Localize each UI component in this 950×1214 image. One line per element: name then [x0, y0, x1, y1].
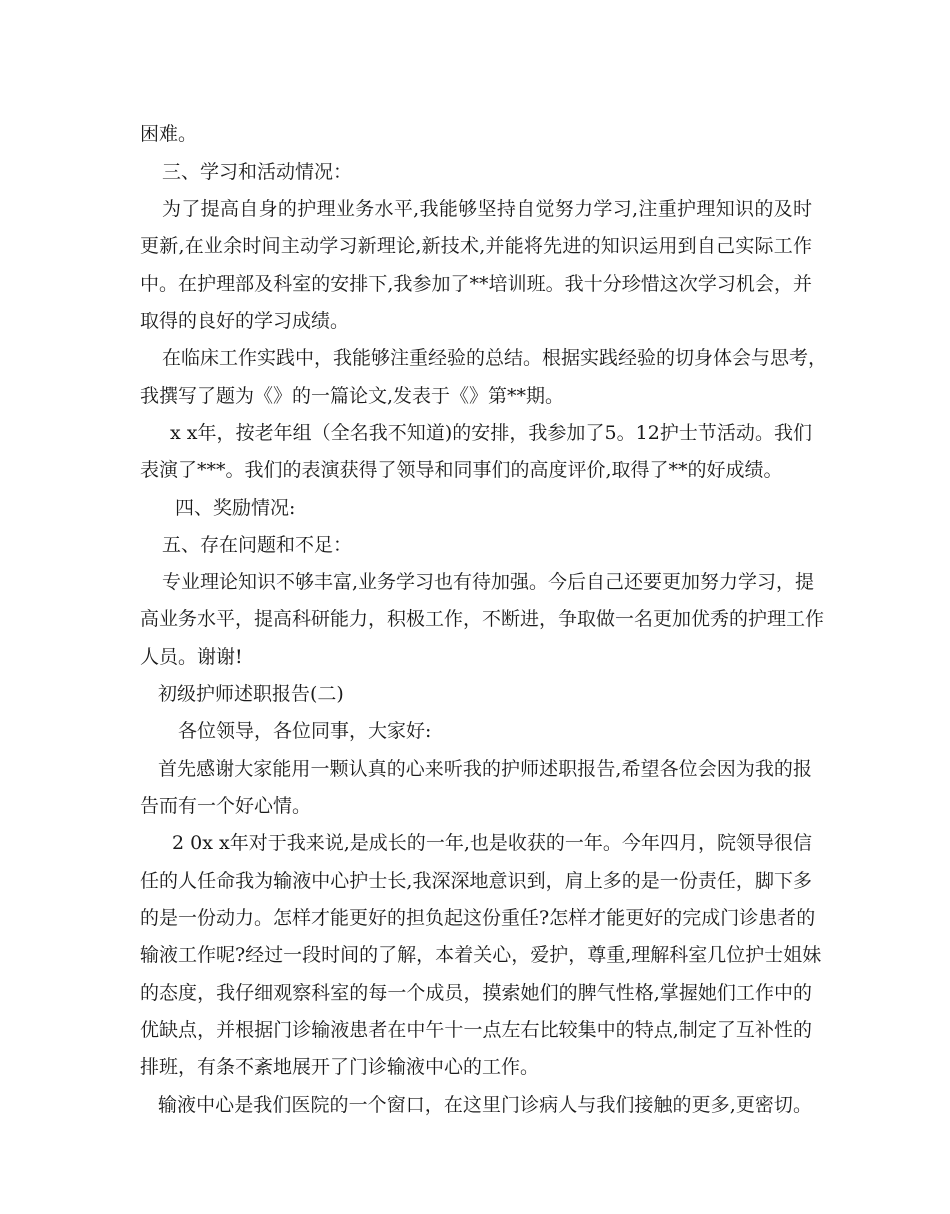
text-line: 的态度，我仔细观察科室的每一个成员，摸索她们的脾气性格,掌握她们工作中的: [140, 982, 812, 1004]
section-heading: 五、存在问题和不足：: [162, 534, 353, 556]
text-line: 为了提高自身的护理业务水平,我能够坚持自觉努力学习,注重护理知识的及时: [162, 198, 812, 220]
greeting: 各位领导，各位同事，大家好:: [178, 720, 432, 742]
text-line: 专业理论知识不够丰富,业务学习也有待加强。今后自己还要更加努力学习，提: [162, 571, 815, 593]
text-line: 更新,在业余时间主动学习新理论,新技术,并能将先进的知识运用到自己实际工作: [140, 235, 812, 257]
text-line: 困难。: [140, 123, 198, 145]
text-line: x x年，按老年组（全名我不知道)的安排，我参加了5。12护士节活动。我们: [170, 422, 812, 444]
text-line: 人员。谢谢!: [140, 646, 243, 668]
text-line: 首先感谢大家能用一颗认真的心来听我的护师述职报告,希望各位会因为我的报: [158, 758, 812, 780]
section-heading: 四、奖励情况:: [175, 497, 296, 519]
text-line: 高业务水平，提高科研能力，积极工作，不断进，争取做一名更加优秀的护理工作: [140, 608, 825, 630]
text-line: 2 0x x年对于我来说,是成长的一年,也是收获的一年。今年四月，院领导很信: [172, 832, 812, 854]
text-line: 任的人任命我为输液中心护士长,我深深地意识到，肩上多的是一份责任，脚下多: [140, 870, 812, 892]
section-heading: 三、学习和活动情况：: [162, 161, 353, 183]
text-line: 表演了***。我们的表演获得了领导和同事们的高度评价,取得了**的好成绩。: [140, 459, 783, 481]
text-line: 在临床工作实践中，我能够注重经验的总结。根据实践经验的切身体会与思考，: [162, 347, 828, 369]
text-line: 排班，有条不紊地展开了门诊输液中心的工作。: [140, 1056, 540, 1078]
text-line: 输液中心是我们医院的一个窗口，在这里门诊病人与我们接触的更多,更密切。: [158, 1094, 812, 1116]
text-line: 告而有一个好心情。: [140, 795, 312, 817]
text-line: 输液工作呢?经过一段时间的了解，本着关心，爱护，尊重,理解科室几位护士姐妹: [140, 944, 822, 966]
text-line: 优缺点，并根据门诊输液患者在中午十一点左右比较集中的特点,制定了互补性的: [140, 1019, 812, 1041]
text-line: 中。在护理部及科室的安排下,我参加了**培训班。我十分珍惜这次学习机会，并: [140, 273, 812, 295]
text-line: 取得的良好的学习成绩。: [140, 310, 350, 332]
report-title: 初级护师述职报告(二): [158, 683, 344, 705]
text-line: 我撰写了题为《》的一篇论文,发表于《》第**期。: [140, 385, 565, 407]
text-line: 的是一份动力。怎样才能更好的担负起这份重任?怎样才能更好的完成门诊患者的: [140, 907, 816, 929]
